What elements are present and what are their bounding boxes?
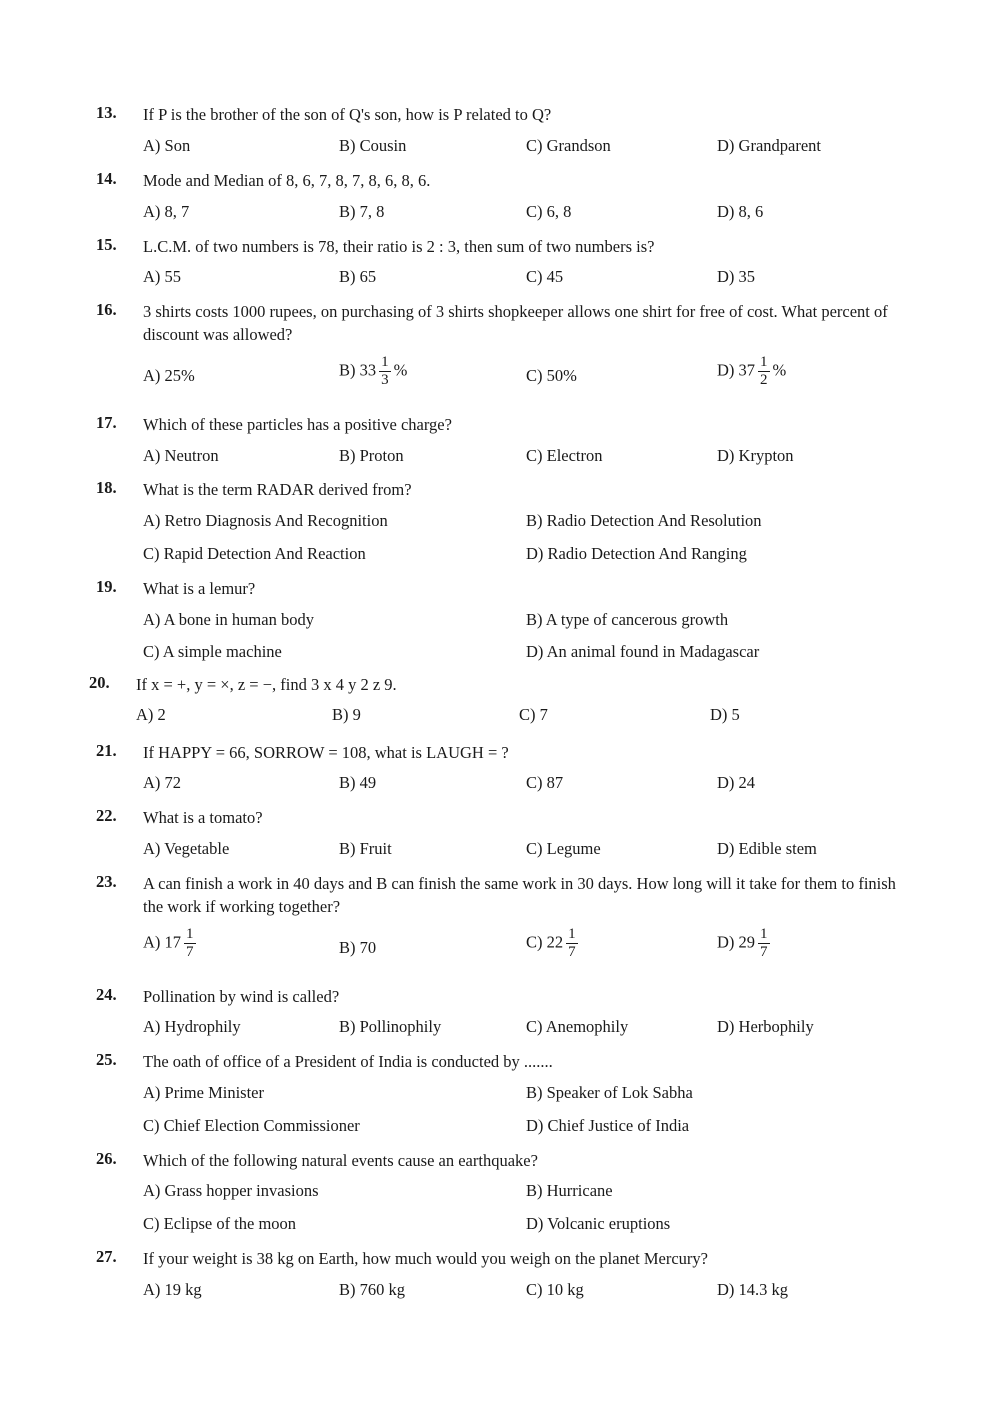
answer-option[interactable]: C) Chief Election Commissioner bbox=[143, 1116, 360, 1135]
answer-option[interactable]: A) 19 kg bbox=[143, 1280, 202, 1299]
question-text: If x = +, y = ×, z = −, find 3 x 4 y 2 z 9. bbox=[136, 675, 397, 694]
answer-option[interactable]: B) Radio Detection And Resolution bbox=[526, 511, 762, 530]
question-text: L.C.M. of two numbers is 78, their ratio is 2 : 3, then sum of two numbers is? bbox=[143, 237, 655, 256]
answer-option[interactable]: C) 87 bbox=[526, 773, 564, 792]
answer-option[interactable]: C) Eclipse of the moon bbox=[143, 1214, 297, 1233]
answer-option[interactable]: D) An animal found in Madagascar bbox=[526, 642, 760, 661]
answer-option[interactable]: B) Pollinophily bbox=[339, 1017, 442, 1036]
question-text: Which of the following natural events cause an earthquake? bbox=[143, 1151, 538, 1170]
answer-option[interactable]: B) Fruit bbox=[339, 839, 392, 858]
answer-option[interactable]: D) 35 bbox=[717, 267, 756, 286]
question-number: 16. bbox=[96, 300, 117, 319]
answer-option[interactable]: D) 14.3 kg bbox=[717, 1280, 789, 1299]
answer-option[interactable]: B) 9 bbox=[332, 705, 361, 724]
answer-option[interactable]: D) Krypton bbox=[717, 446, 794, 465]
answer-option[interactable]: B) 760 kg bbox=[339, 1280, 405, 1299]
question-text: If P is the brother of the son of Q's son, how is P related to Q? bbox=[143, 105, 552, 124]
answer-option[interactable]: D) Chief Justice of India bbox=[526, 1116, 690, 1135]
fraction bbox=[184, 926, 196, 961]
fraction-numerator: 1 bbox=[381, 354, 389, 370]
answer-option[interactable] bbox=[339, 354, 407, 389]
answer-option[interactable]: C) Legume bbox=[526, 839, 601, 858]
option-label: B) 33 bbox=[339, 360, 377, 380]
option-label: D) 29 bbox=[717, 932, 756, 952]
option-label: A) 17 bbox=[143, 932, 182, 952]
answer-option[interactable]: C) A simple machine bbox=[143, 642, 282, 661]
answer-option[interactable]: D) Radio Detection And Ranging bbox=[526, 544, 747, 563]
answer-option[interactable]: B) A type of cancerous growth bbox=[526, 610, 729, 629]
question-text: Which of these particles has a positive charge? bbox=[143, 415, 452, 434]
option-suffix: % bbox=[772, 360, 787, 380]
answer-option[interactable]: D) Herbophily bbox=[717, 1017, 814, 1036]
answer-option[interactable]: C) Rapid Detection And Reaction bbox=[143, 544, 366, 563]
answer-option[interactable] bbox=[143, 926, 199, 961]
answer-option[interactable]: A) Vegetable bbox=[143, 839, 230, 858]
question-text: What is a lemur? bbox=[143, 579, 256, 598]
question-text: The oath of office of a President of India is conducted by ....... bbox=[143, 1052, 553, 1071]
answer-option[interactable]: A) Prime Minister bbox=[143, 1083, 264, 1102]
question-number: 17. bbox=[96, 413, 117, 432]
option-suffix: % bbox=[393, 360, 408, 380]
question-number: 19. bbox=[96, 577, 117, 596]
fraction-numerator: 1 bbox=[186, 926, 194, 942]
question-number: 27. bbox=[96, 1247, 117, 1266]
answer-option[interactable]: B) 7, 8 bbox=[339, 202, 385, 221]
answer-option[interactable]: B) Hurricane bbox=[526, 1181, 613, 1200]
answer-option[interactable] bbox=[526, 366, 577, 386]
answer-option[interactable]: A) Neutron bbox=[143, 446, 219, 465]
question-number: 25. bbox=[96, 1050, 117, 1069]
answer-option[interactable]: A) A bone in human body bbox=[143, 610, 314, 629]
answer-option[interactable]: C) 45 bbox=[526, 267, 564, 286]
answer-option[interactable] bbox=[339, 938, 376, 958]
answer-option[interactable]: B) 49 bbox=[339, 773, 377, 792]
answer-option[interactable]: D) 5 bbox=[710, 705, 740, 724]
fraction bbox=[758, 354, 770, 389]
answer-option[interactable]: A) Hydrophily bbox=[143, 1017, 241, 1036]
answer-option[interactable]: B) Cousin bbox=[339, 136, 407, 155]
answer-option[interactable]: A) Retro Diagnosis And Recognition bbox=[143, 511, 388, 530]
answer-option[interactable]: D) Volcanic eruptions bbox=[526, 1214, 671, 1233]
answer-option[interactable]: D) Grandparent bbox=[717, 136, 821, 155]
question-text: If HAPPY = 66, SORROW = 108, what is LAUGH = ? bbox=[143, 743, 509, 762]
option-label: A) 25% bbox=[143, 366, 195, 385]
question-number: 21. bbox=[96, 741, 117, 760]
question-number: 14. bbox=[96, 169, 117, 188]
question-text: A can finish a work in 40 days and B can finish the same work in 30 days. How long will it take for them to finish the work if working together? bbox=[143, 874, 896, 916]
question-number: 20. bbox=[89, 673, 110, 692]
answer-option[interactable]: C) Electron bbox=[526, 446, 603, 465]
fraction-numerator: 1 bbox=[568, 926, 576, 942]
fraction bbox=[758, 926, 770, 961]
fraction bbox=[379, 354, 391, 389]
question-number: 15. bbox=[96, 235, 117, 254]
answer-option[interactable]: A) 72 bbox=[143, 773, 182, 792]
question-text: What is a tomato? bbox=[143, 808, 263, 827]
answer-option[interactable] bbox=[717, 354, 786, 389]
question-text: 3 shirts costs 1000 rupees, on purchasing of 3 shirts shopkeeper allows one shirt for free of cost. What percent of discount was allowed? bbox=[143, 302, 888, 344]
option-label: C) 22 bbox=[526, 932, 564, 952]
fraction-denominator: 7 bbox=[568, 944, 576, 960]
answer-option[interactable]: D) Edible stem bbox=[717, 839, 817, 858]
question-text: If your weight is 38 kg on Earth, how much would you weigh on the planet Mercury? bbox=[143, 1249, 709, 1268]
option-label: B) 70 bbox=[339, 938, 377, 957]
answer-option[interactable]: C) Anemophily bbox=[526, 1017, 629, 1036]
fraction-numerator: 1 bbox=[760, 926, 768, 942]
option-label: C) 50% bbox=[526, 366, 577, 385]
question-number: 18. bbox=[96, 478, 117, 497]
question-text: What is the term RADAR derived from? bbox=[143, 480, 412, 499]
answer-option[interactable] bbox=[717, 926, 773, 961]
answer-option[interactable]: A) 2 bbox=[136, 705, 166, 724]
answer-option[interactable]: C) 7 bbox=[519, 705, 548, 724]
answer-option[interactable] bbox=[526, 926, 581, 961]
fraction-denominator: 3 bbox=[381, 372, 389, 388]
answer-option[interactable]: C) 10 kg bbox=[526, 1280, 584, 1299]
question-number: 26. bbox=[96, 1149, 117, 1168]
fraction-numerator: 1 bbox=[760, 354, 768, 370]
fraction-denominator: 7 bbox=[186, 944, 194, 960]
answer-option[interactable] bbox=[143, 366, 195, 386]
answer-option[interactable]: D) 8, 6 bbox=[717, 202, 764, 221]
question-text: Mode and Median of 8, 6, 7, 8, 7, 8, 6, 8, 6. bbox=[143, 171, 431, 190]
question-number: 24. bbox=[96, 985, 117, 1004]
answer-option[interactable]: B) Speaker of Lok Sabha bbox=[526, 1083, 693, 1102]
answer-option[interactable]: A) Grass hopper invasions bbox=[143, 1181, 319, 1200]
question-number: 22. bbox=[96, 806, 117, 825]
answer-option[interactable]: D) 24 bbox=[717, 773, 756, 792]
question-text: Pollination by wind is called? bbox=[143, 987, 340, 1006]
answer-option[interactable]: C) 6, 8 bbox=[526, 202, 572, 221]
answer-option[interactable]: A) Son bbox=[143, 136, 191, 155]
answer-option[interactable]: A) 55 bbox=[143, 267, 182, 286]
answer-option[interactable]: B) 65 bbox=[339, 267, 377, 286]
option-label: D) 37 bbox=[717, 360, 756, 380]
fraction-denominator: 7 bbox=[760, 944, 768, 960]
answer-option[interactable]: A) 8, 7 bbox=[143, 202, 190, 221]
fraction-denominator: 2 bbox=[760, 372, 768, 388]
question-number: 13. bbox=[96, 103, 117, 122]
fraction bbox=[566, 926, 578, 961]
answer-option[interactable]: B) Proton bbox=[339, 446, 404, 465]
answer-option[interactable]: C) Grandson bbox=[526, 136, 611, 155]
question-number: 23. bbox=[96, 872, 117, 891]
